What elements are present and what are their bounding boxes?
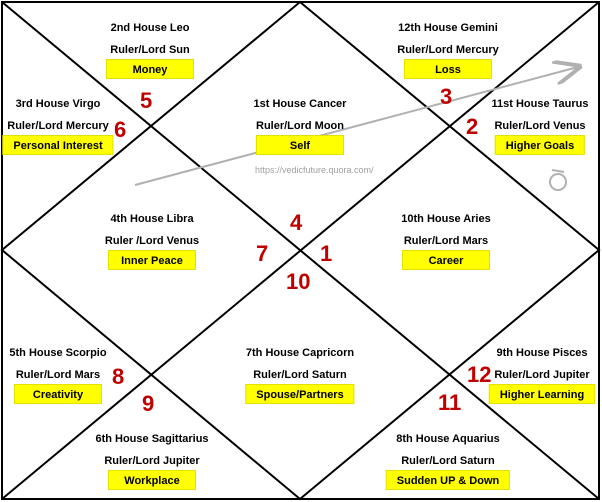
house-3 xyxy=(7,98,109,152)
house-12-tag: Loss xyxy=(404,59,492,79)
house-number-11: 11 xyxy=(438,390,462,415)
house-number-6: 6 xyxy=(114,117,127,142)
house-5-title: 5th House Scorpio xyxy=(9,347,107,359)
house-11-title: 11st House Taurus xyxy=(491,98,589,110)
house-number-12: 12 xyxy=(467,362,492,387)
house-12 xyxy=(397,22,499,76)
house-8-ruler: Ruler/Lord Saturn xyxy=(401,455,495,467)
house-10-title: 10th House Aries xyxy=(401,213,491,225)
house-9-title: 9th House Pisces xyxy=(496,347,588,359)
house-number-1: 1 xyxy=(320,241,333,266)
house-2-title: 2nd House Leo xyxy=(110,22,190,34)
house-1-title: 1st House Cancer xyxy=(253,98,347,110)
house-12-ruler: Ruler/Lord Mercury xyxy=(397,44,499,56)
house-8-title: 8th House Aquarius xyxy=(396,433,500,445)
house-4-ruler: Ruler /Lord Venus xyxy=(104,235,200,247)
house-1 xyxy=(253,98,347,152)
house-number-3: 3 xyxy=(440,84,453,109)
house-9-tag: Higher Learning xyxy=(489,384,595,404)
house-11-ruler: Ruler/Lord Venus xyxy=(494,120,586,132)
house-10-ruler: Ruler/Lord Mars xyxy=(403,235,489,247)
house-5-tag: Creativity xyxy=(14,384,102,404)
house-number-5: 5 xyxy=(140,88,153,113)
house-3-ruler: Ruler/Lord Mercury xyxy=(7,120,109,132)
house-12-title: 12th House Gemini xyxy=(398,22,498,34)
house-8 xyxy=(396,433,500,487)
house-8-tag: Sudden UP & Down xyxy=(386,470,510,490)
house-6 xyxy=(95,433,209,487)
house-4 xyxy=(104,213,200,267)
house-2 xyxy=(110,22,190,76)
watermark-url: https://vedicfuture.quora.com/ xyxy=(255,165,374,175)
house-7-title: 7th House Capricorn xyxy=(245,347,355,359)
house-10-tag: Career xyxy=(402,250,490,270)
house-6-ruler: Ruler/Lord Jupiter xyxy=(104,455,200,467)
house-9-ruler: Ruler/Lord Jupiter xyxy=(494,369,590,381)
house-7 xyxy=(245,347,355,401)
house-number-9: 9 xyxy=(142,391,155,416)
house-9 xyxy=(494,347,590,401)
house-11-tag: Higher Goals xyxy=(495,135,585,155)
house-number-2: 2 xyxy=(466,114,479,139)
house-7-ruler: Ruler/Lord Saturn xyxy=(253,369,347,381)
house-1-ruler: Ruler/Lord Moon xyxy=(256,120,344,132)
house-6-tag: Workplace xyxy=(108,470,196,490)
house-11 xyxy=(491,98,589,152)
house-10 xyxy=(401,213,491,267)
rotate-icon xyxy=(550,170,566,190)
house-4-title: 4th House Libra xyxy=(110,213,194,225)
house-2-ruler: Ruler/Lord Sun xyxy=(110,44,190,56)
house-5 xyxy=(9,347,107,401)
house-6-title: 6th House Sagittarius xyxy=(95,433,209,445)
house-5-ruler: Ruler/Lord Mars xyxy=(15,369,101,381)
house-7-tag: Spouse/Partners xyxy=(245,384,354,404)
house-1-tag: Self xyxy=(256,135,344,155)
house-number-8: 8 xyxy=(112,364,125,389)
house-number-7: 7 xyxy=(256,241,269,266)
house-3-title: 3rd House Virgo xyxy=(15,98,101,110)
house-number-10: 10 xyxy=(286,269,311,294)
house-2-tag: Money xyxy=(106,59,194,79)
house-4-tag: Inner Peace xyxy=(108,250,196,270)
house-number-4: 4 xyxy=(290,210,303,235)
house-3-tag: Personal Interest xyxy=(2,135,113,155)
